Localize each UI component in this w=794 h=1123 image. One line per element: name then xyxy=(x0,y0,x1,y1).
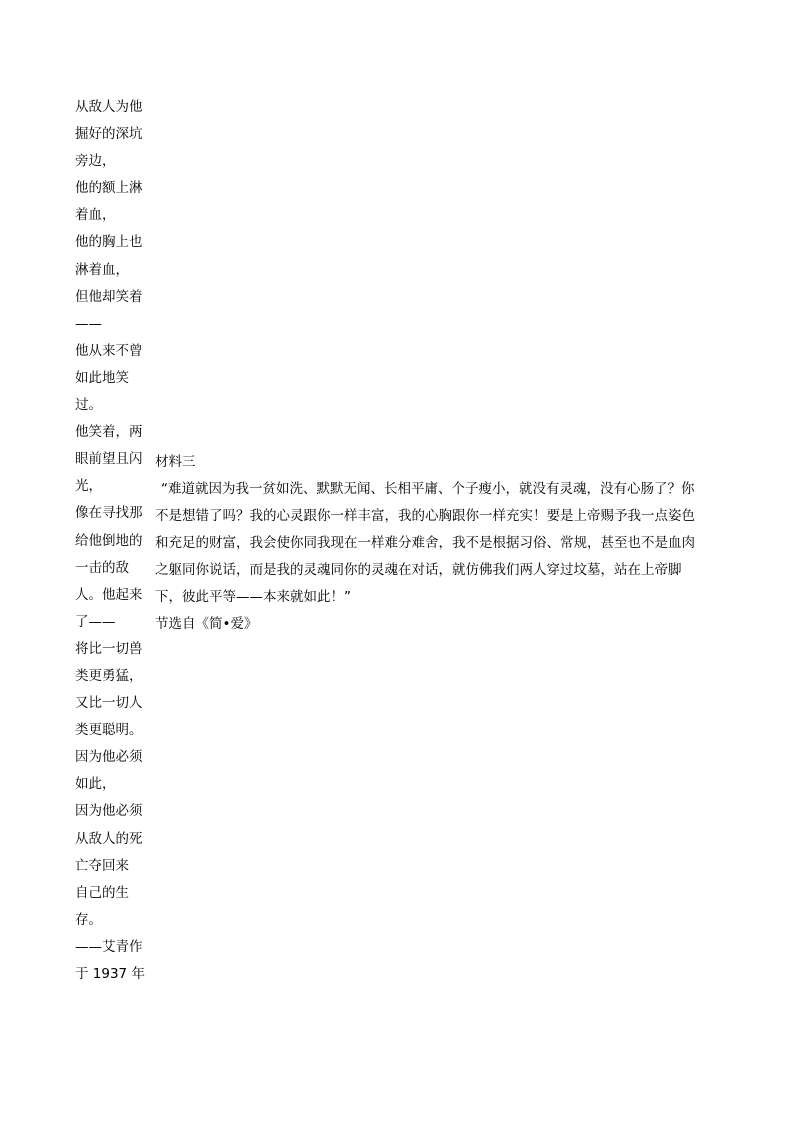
poem-line: 将比一切兽 xyxy=(75,640,143,657)
poem-line: 他的胸上也 xyxy=(75,234,143,251)
poem-line: 着血， xyxy=(75,207,116,224)
poem-line: ——艾青作 xyxy=(75,938,143,955)
poem-line: 过。 xyxy=(75,397,102,414)
poem-line: 眼前望且闪 xyxy=(75,451,143,468)
poem-line: 于 1937 年 xyxy=(75,966,145,982)
poem-line: 从敌人的死 xyxy=(75,830,143,847)
poem-line: 自己的生 xyxy=(75,884,129,901)
poem-line: 旁边， xyxy=(75,153,116,170)
poem-line: 如此地笑 xyxy=(75,369,129,386)
poem-line: —— xyxy=(75,315,102,332)
material-three-section xyxy=(155,449,695,638)
material-heading: 材料三 xyxy=(155,454,196,470)
poem-line: 他笑着，两 xyxy=(75,424,143,441)
poem-line: 从敌人为他 xyxy=(75,99,143,115)
poem-line: 类更勇猛， xyxy=(75,667,143,684)
poem-line: 又比一切人 xyxy=(75,695,143,712)
poem-line: 因为他必须 xyxy=(75,749,143,766)
poem-line: 但他却笑着 xyxy=(75,288,143,305)
poem-line: 一击的敌 xyxy=(75,559,129,576)
poem-line: 淋着血， xyxy=(75,261,129,278)
poem-line: 他从来不曾 xyxy=(75,342,143,359)
poem-line: 他的额上淋 xyxy=(75,180,143,197)
poem-line: 人。他起来 xyxy=(75,586,143,603)
jane-eyre-quote: “难道就因为我一贫如洗、默默无闻、长相平庸、个子瘦小，就没有灵魂，没有心肠了？你不是想错了吗？我的心灵跟你一样丰富，我的心胸跟你一样充实！要是上帝赐予我一点姿色和充足的财富，我会使你同我现在一样难分难舍，我不是根据习俗、常规，甚至也不是血肉之躯同你说话，而是我的灵魂同你的灵魂在对话，就仿佛我们两人穿过坟墓，站在上帝脚下，彼此平等——本来就如此！” xyxy=(155,481,695,605)
poem-line: 光， xyxy=(75,478,102,495)
quote-source: 节选自《简•爱》 xyxy=(155,616,258,632)
poem-line: 像在寻找那 xyxy=(75,505,143,522)
poem-column xyxy=(75,94,157,988)
poem-line: 如此， xyxy=(75,776,116,793)
poem-line: 因为他必须 xyxy=(75,803,143,820)
poem-line: 给他倒地的 xyxy=(75,532,143,549)
poem-line: 类更聪明。 xyxy=(75,722,143,739)
poem-line: 掘好的深坑 xyxy=(75,126,143,143)
poem-line: 了—— xyxy=(75,613,116,630)
poem-line: 存。 xyxy=(75,911,102,928)
poem-line: 亡夺回来 xyxy=(75,857,129,874)
